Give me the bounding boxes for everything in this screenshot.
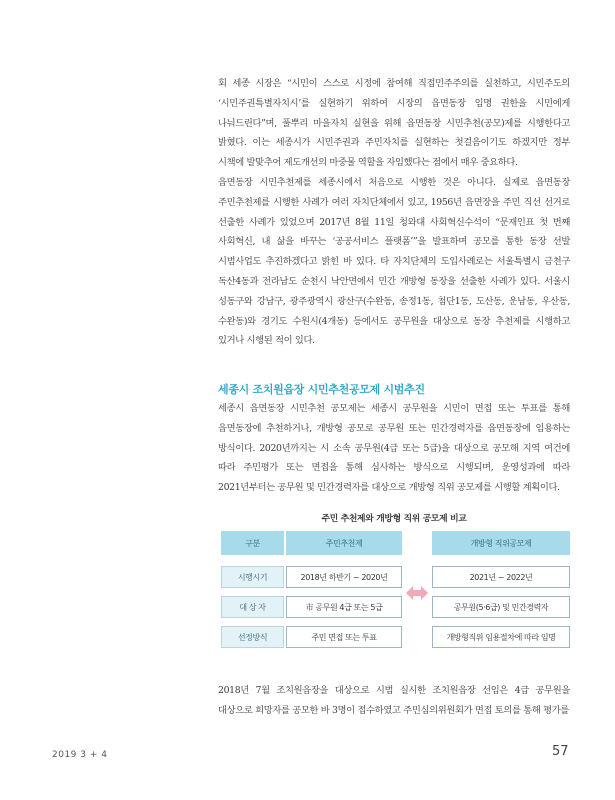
row-label-target: 대 상 자 xyxy=(221,596,284,618)
cell-method-open: 개방형직위 임용절차에 따라 임명 xyxy=(432,626,570,648)
issue-label: 2019 3 + 4 xyxy=(52,750,108,760)
double-arrow-icon xyxy=(406,583,428,603)
cell-method-resident: 주민 면접 또는 투표 xyxy=(286,626,402,648)
closing-text xyxy=(218,681,570,721)
page-number: 57 xyxy=(552,744,569,759)
row-label-period: 시행시기 xyxy=(221,566,284,588)
intro-paragraph-2: 읍면동장 시민추천제를 세종시에서 처음으로 시행한 것은 아니다. 실제로 읍면동장 주민추천제를 시행한 사례가 여러 자치단체에서 있고, 1956년 읍면장을 주민 직선 선거로 선출한 사례가 있었으며 2017년 8월 11일 청와대 사회혁신수석이 “문재인표 첫 번째 사회혁신, 내 삶을 바꾸는 ‘공공서비스 플랫폼’”을 발표하며 공모를 통한 동장 선발 시범사업도 추진하겠다고 밝힌 바 있다. 타 자치단체의 도입사례로는 서울특별시 금천구 독산4동과 전라남도 순천시 낙안면에서 민간 개방형 동장을 선출한 사례가 있다. 서울시 성동구와 강남구, 광주광역시 광산구(수완동, 송정1동, 첨단1동, 도산동, 운남동, 우산동, 수완동)와 경기도 수원시(4개동) 등에서도 공무원을 대상으로 동장 추천제를 시행하고 있거나 시행된 적이 있다. xyxy=(218,176,570,347)
figure-title: 주민 추천제와 개방형 직위 공모제 비교 xyxy=(321,514,467,524)
cell-period-open: 2021년 ~ 2022년 xyxy=(432,566,570,588)
cell-target-resident: 市 공무원 4급 또는 5급 xyxy=(286,596,402,618)
header-open-position: 개방형 직위공모제 xyxy=(432,531,570,555)
intro-text xyxy=(218,74,570,351)
section-text xyxy=(218,399,570,498)
cell-period-resident: 2018년 하반기 ~ 2020년 xyxy=(286,566,402,588)
closing-paragraph: 2018년 7월 조치원읍장을 대상으로 시범 실시한 조치원읍장 선임은 4급 공무원을 대상으로 희망자를 공모한 바 3명이 접수하였고 주민심의위원회가 면접 토의를 통해 평가를 xyxy=(218,685,570,716)
row-label-method: 선정방식 xyxy=(221,626,284,648)
header-resident-recommendation: 주민추천제 xyxy=(286,531,402,555)
cell-target-open: 공무원(5·6급) 및 민간경력자 xyxy=(432,596,570,618)
section-paragraph: 세종시 읍면동장 시민추천 공모제는 세종시 공무원을 시민이 면접 또는 투표를 통해 읍면동장에 추천하거나, 개방형 공모로 공무원 또는 민간경력자를 읍면동장에 임용하는 방식이다. 2020년까지는 시 소속 공무원(4급 또는 5급)을 대상으로 공모해 지역 여건에 따라 주민평가 또는 면접을 통해 심사하는 방식으로 시행되며, 운영성과에 따라 2021년부터는 공무원 및 민간경력자를 대상으로 개방형 직위 공모제를 시행할 계획이다. xyxy=(218,403,570,494)
section-heading: 세종시 조치원읍장 시민추천공모제 시범추진 xyxy=(218,383,425,396)
header-label: 구분 xyxy=(221,531,284,555)
intro-paragraph-1: 회 세종 시장은 “시민이 스스로 시정에 참여해 직접민주주의를 실천하고, 시민주도의 ‘시민주권특별자치시’를 실현하기 위하여 시장의 읍면동장 임명 권한을 시민에게 나눠드린다”며, 풀뿌리 마을자치 실현을 위해 읍면동장 시민추천(공모)제를 시행한다고 밝혔다. 이는 세종시가 시민주권과 주민자치를 실현하는 첫걸음이기도 하겠지만 정부 시책에 발맞추어 제도개선의 마중물 역할을 자임했다는 점에서 매우 중요하다. xyxy=(218,78,570,169)
